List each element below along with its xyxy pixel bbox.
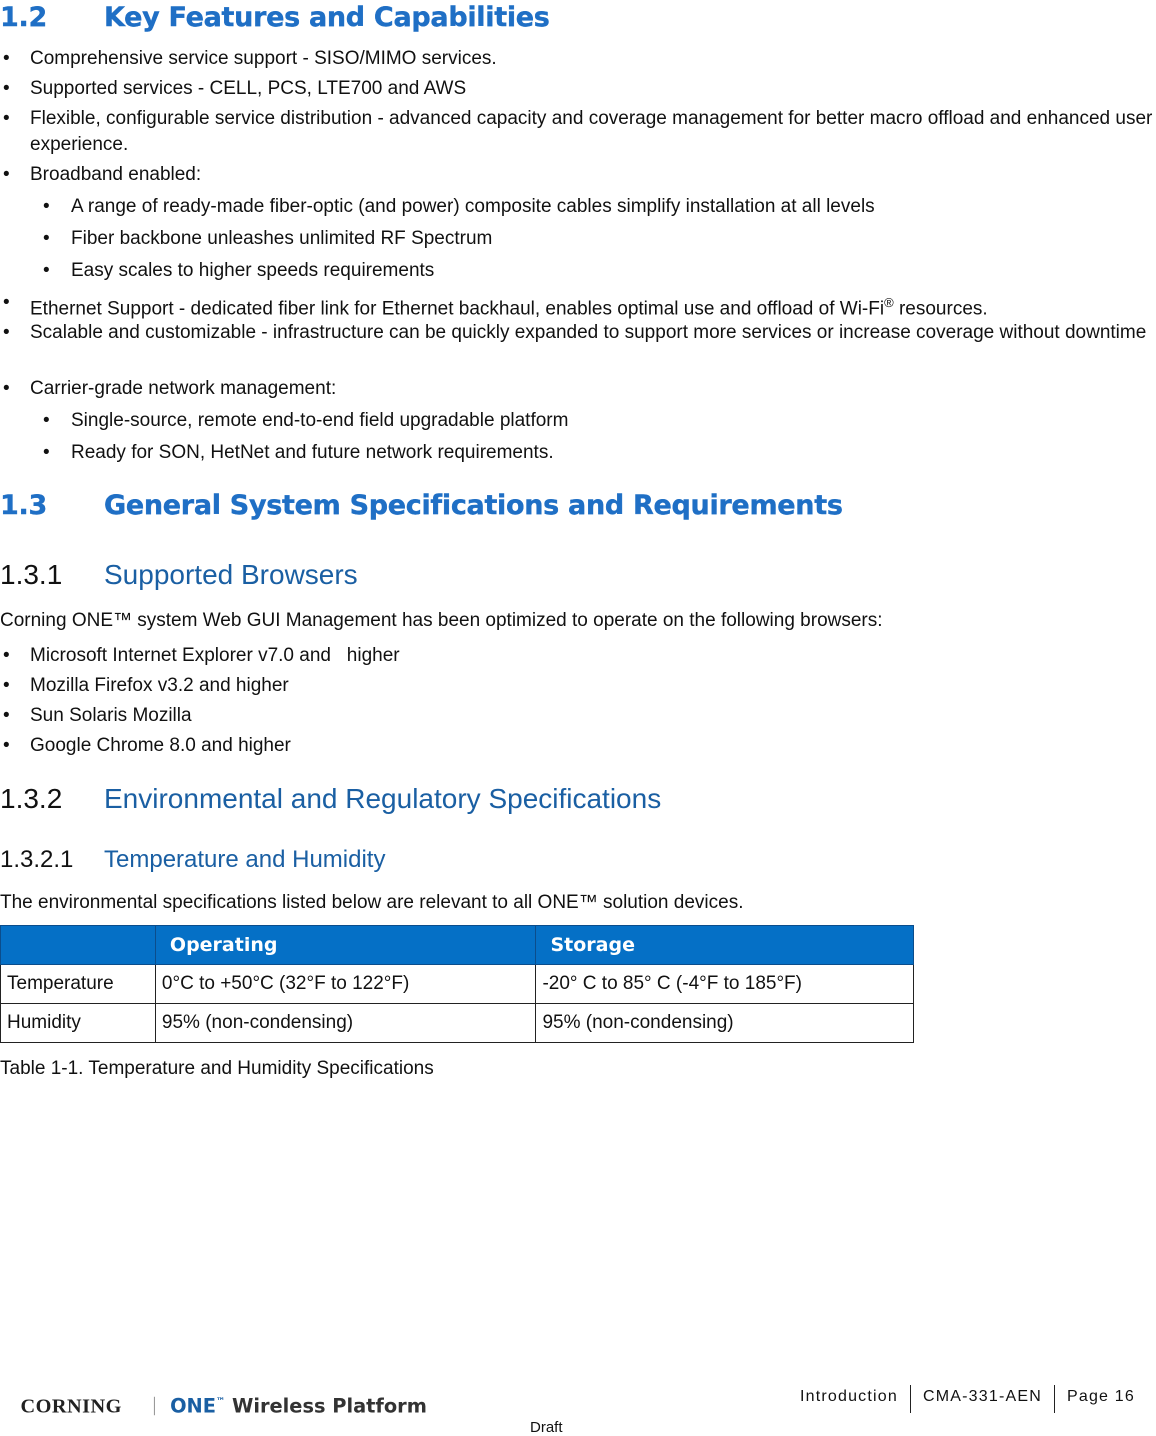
table-caption: Table 1-1. Temperature and Humidity Specifications [0, 1058, 434, 1079]
browsers-intro: Corning ONE™ system Web GUI Management has been optimized to operate on the following browsers: [0, 610, 883, 631]
table-cell: Humidity [1, 1004, 156, 1043]
table-header-cell: Storage [536, 926, 914, 965]
heading-1-3: 1.3 General System Specifications and Requirements [0, 490, 843, 521]
table-header-cell: Operating [155, 926, 536, 965]
heading-1-3-1: 1.3.1 Supported Browsers [0, 559, 358, 590]
environment-intro: The environmental specifications listed below are relevant to all ONE™ solution devices. [0, 892, 744, 913]
registered-mark: ® [884, 295, 894, 310]
table-row [1, 1004, 914, 1043]
corning-one-logo [4, 1394, 434, 1418]
heading-1-3-2-1: 1.3.2.1 Temperature and Humidity [0, 846, 386, 873]
draft-label: Draft [530, 1419, 563, 1436]
footer-section: Introduction [799, 1388, 898, 1405]
table-cell: Temperature [1, 965, 156, 1004]
footer-doc-id: CMA-331-AEN [910, 1385, 1054, 1413]
logo-product-text: ONE™ Wireless Platform [170, 1394, 427, 1418]
table-cell: -20° C to 85° C (-4°F to 185°F) [536, 965, 914, 1004]
logo-brand-text: CORNING [20, 1395, 122, 1418]
temperature-humidity-table [0, 925, 914, 1043]
heading-1-2: 1.2 Key Features and Capabilities [0, 2, 550, 33]
heading-1-3-2: 1.3.2 Environmental and Regulatory Specifications [0, 783, 662, 814]
document-page: 1.2 Key Features and Capabilities • Comprehensive service support - SISO/MIMO services. • Supported services - CELL, PCS, LTE700 and AWS • Flexible, configurable service distribution - advanced capacity and coverage management for better macro offload and enhanced user experience. • Broadband enabled: • A range of ready-made fiber-optic (and power) composite cables simplify installation at all levels • Fiber backbone unleashes unlimited RF Spectrum • Easy scales to higher speeds requirements • Ethernet Support - dedicated fiber link for Ethernet backhaul, enables optimal use and offload of Wi-Fi® resources. • Scalable and customizable - infrastructure can be quickly expanded to support more services or increase coverage without downtime • Carrier-grade network management: • Single-source, remote end-to-end field upgradable platform • Ready for SON, HetNet and future network requirements. 1.3 General System Specifications and Requirements 1.3.1 Supported Browsers Corning ONE™ system Web GUI Management has been optimized to operate on the following browsers: • Microsoft Internet Explorer v7.0 and higher • Mozilla Firefox v3.2 and higher • Sun Solaris Mozilla • Google Chrome 8.0 and higher 1.3.2 Environmental and Regulatory Specifications 1.3.2.1 Temperature and Humidity The environmental specifications listed below are relevant to all ONE™ solution devices. Operating Storage Temperature 0°C to +50°C (32°F to 122°F) -20° C to 85° C (-4°F to 185°F) Humidity 95% (non-condensing) 95% (non-condensing) Table 1-1. Temperature and Humidity Specifications CORNING ONE™ Wireless Platform Introduction CMA-331-AEN Page 16 Draft [0, 2, 1153, 1436]
footer-info [788, 1385, 1147, 1413]
table-header-cell [1, 926, 156, 965]
table-row [1, 965, 914, 1004]
table-cell: 95% (non-condensing) [536, 1004, 914, 1043]
footer-page-number: Page 16 [1054, 1385, 1147, 1413]
table-cell: 95% (non-condensing) [155, 1004, 536, 1043]
table-header-row [1, 926, 914, 965]
table-cell: 0°C to +50°C (32°F to 122°F) [155, 965, 536, 1004]
